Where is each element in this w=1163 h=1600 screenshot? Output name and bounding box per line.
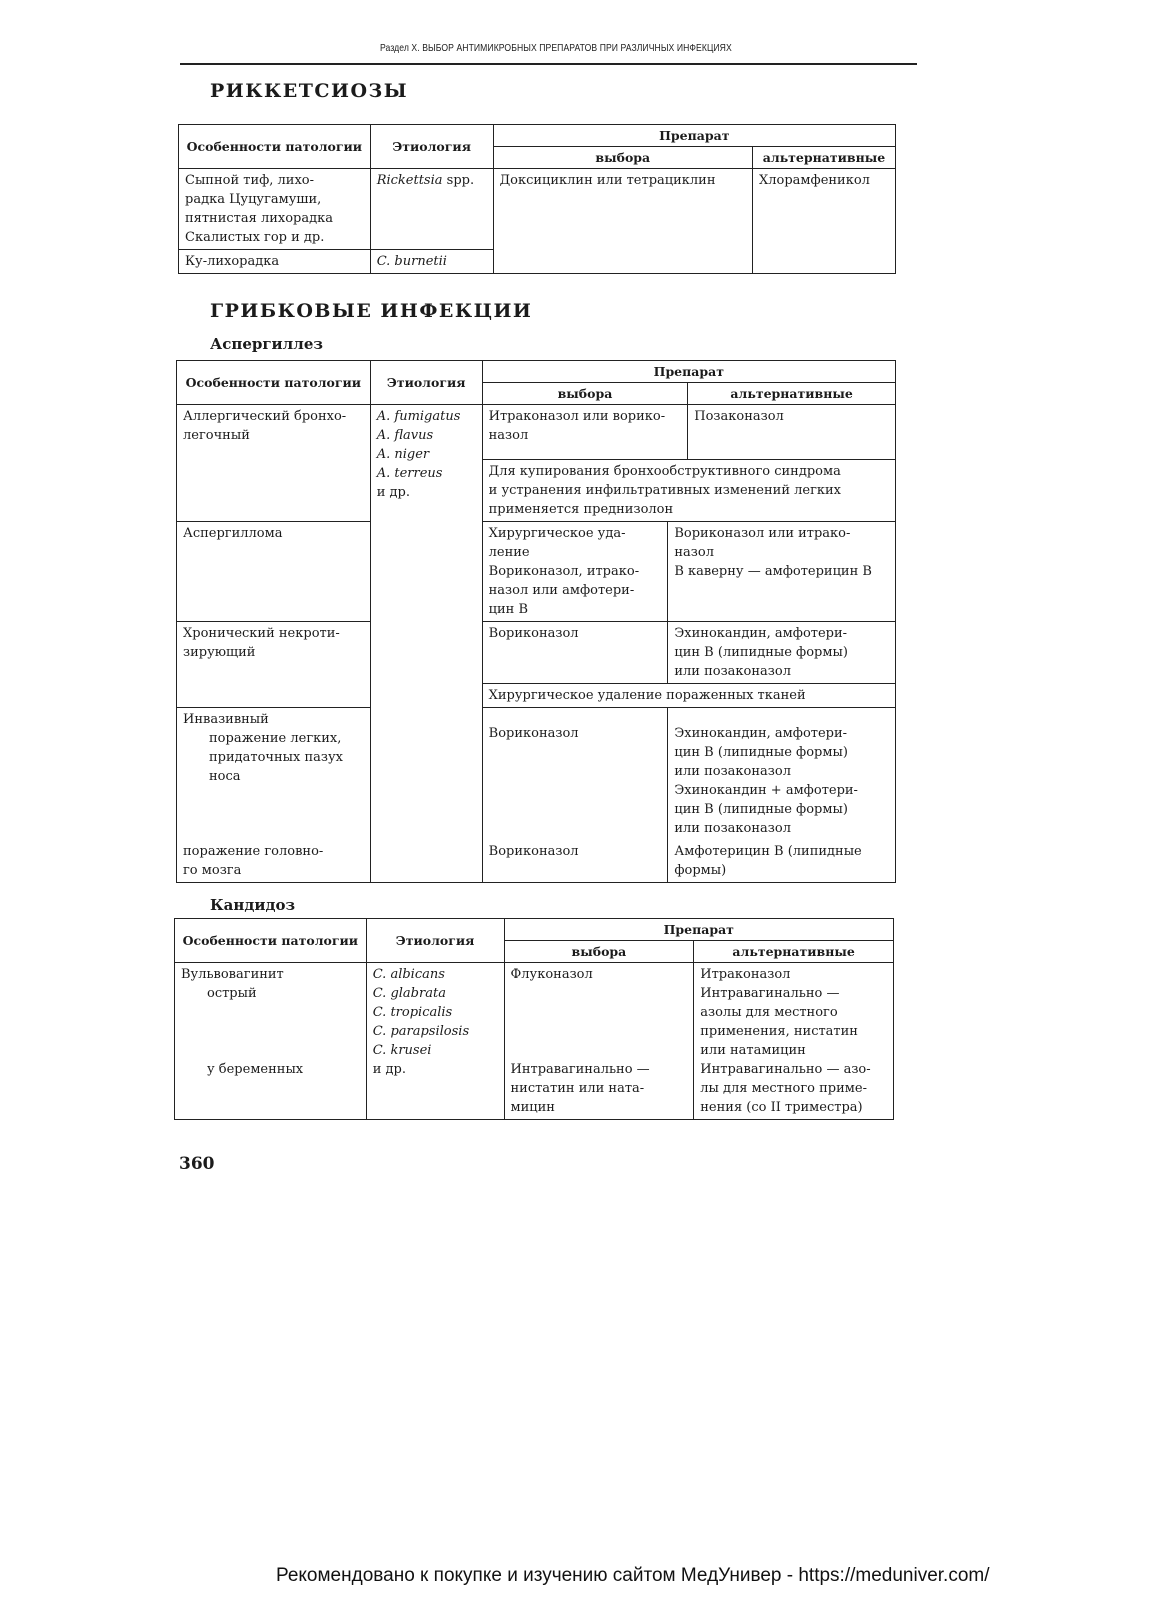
cell-alternative: Амфотерицин B (липидные формы) [668,840,896,883]
col-header-features: Особенности патологии [175,919,367,963]
section-title-rickettsioses: РИККЕТСИОЗЫ [210,80,409,102]
cell-choice: Вориконазол [482,840,668,883]
cell-features: Инвазивный поражение легких, придаточных пазух носа [177,708,371,841]
cell-choice: Вориконазол [482,708,668,841]
col-header-etiology: Этиология [370,125,493,169]
cell-etiology: C. albicans C. glabrata C. tropicalis C. parapsilosis C. krusei и др. [366,963,504,1120]
subsection-title-candidiasis: Кандидоз [210,896,296,914]
subsection-title-aspergillosis: Аспергиллез [210,335,323,353]
section-title-fungal: ГРИБКОВЫЕ ИНФЕКЦИИ [210,300,533,322]
col-header-alternative: альтернативные [753,147,896,169]
col-header-etiology: Этиология [366,919,504,963]
cell-features: Ку-лихорадка [179,250,371,274]
cell-choice: Итраконазол или ворико- назол [482,405,688,460]
cell-alternative: Эхинокандин, амфотери- цин B (липидные формы) или позаконазол Эхинокандин + амфотери- цин B (липидные формы) или позаконазол [668,708,896,841]
cell-choice: Доксициклин или тетрациклин [493,169,752,274]
cell-etiology: Rickettsia spp. [370,169,493,250]
cell-alternative: Хлорамфеникол [753,169,896,274]
col-header-etiology: Этиология [370,361,482,405]
col-header-alternative: альтернативные [688,383,896,405]
rickettsioses-table [178,124,896,274]
cell-choice: Вориконазол [482,622,668,684]
cell-choice: Флуконазол Интравагинально — нистатин или ната- мицин [504,963,694,1120]
cell-alternative: Итраконазол Интравагинально — азолы для местного применения, нистатин или натамицин Интравагинально — азо- лы для местного приме- нения (со II триместра) [694,963,894,1120]
cell-features: Сыпной тиф, лихо- радка Цуцугамуши, пятнистая лихорадка Скалистых гор и др. [179,169,371,250]
cell-note: Для купирования бронхообструктивного синдрома и устранения инфильтративных изменений легких применяется преднизолон [482,460,895,522]
col-header-choice: выбора [493,147,752,169]
page-number: 360 [179,1154,215,1174]
col-header-drug: Препарат [504,919,894,941]
aspergillosis-table [176,360,896,883]
cell-etiology: A. fumigatus A. flavus A. niger A. terreus и др. [370,405,482,883]
cell-alternative: Вориконазол или итрако- назол В каверну — амфотерицин B [668,522,896,622]
cell-features: поражение головно- го мозга [177,840,371,883]
cell-alternative: Эхинокандин, амфотери- цин B (липидные формы) или позаконазол [668,622,896,684]
cell-features: Вульвовагинит острый у беременных [175,963,367,1120]
running-header: Раздел X. ВЫБОР АНТИМИКРОБНЫХ ПРЕПАРАТОВ ПРИ РАЗЛИЧНЫХ ИНФЕКЦИЯХ [380,42,732,54]
cell-features: Аллергический бронхо- легочный [177,405,371,522]
col-header-features: Особенности патологии [179,125,371,169]
candidiasis-table [174,918,894,1120]
header-rule [180,63,917,65]
cell-alternative: Позаконазол [688,405,896,460]
col-header-drug: Препарат [493,125,895,147]
col-header-drug: Препарат [482,361,895,383]
cell-choice: Хирургическое уда- ление Вориконазол, итрако- назол или амфотери- цин B [482,522,668,622]
cell-features: Аспергиллома [177,522,371,622]
col-header-choice: выбора [504,941,694,963]
col-header-features: Особенности патологии [177,361,371,405]
cell-features: Хронический некроти- зирующий [177,622,371,708]
col-header-choice: выбора [482,383,688,405]
cell-etiology: C. burnetii [370,250,493,274]
cell-note: Хирургическое удаление пораженных тканей [482,684,895,708]
footer-note: Рекомендовано к покупке и изучению сайтом МедУнивер - https://meduniver.com/ [276,1565,990,1586]
col-header-alternative: альтернативные [694,941,894,963]
